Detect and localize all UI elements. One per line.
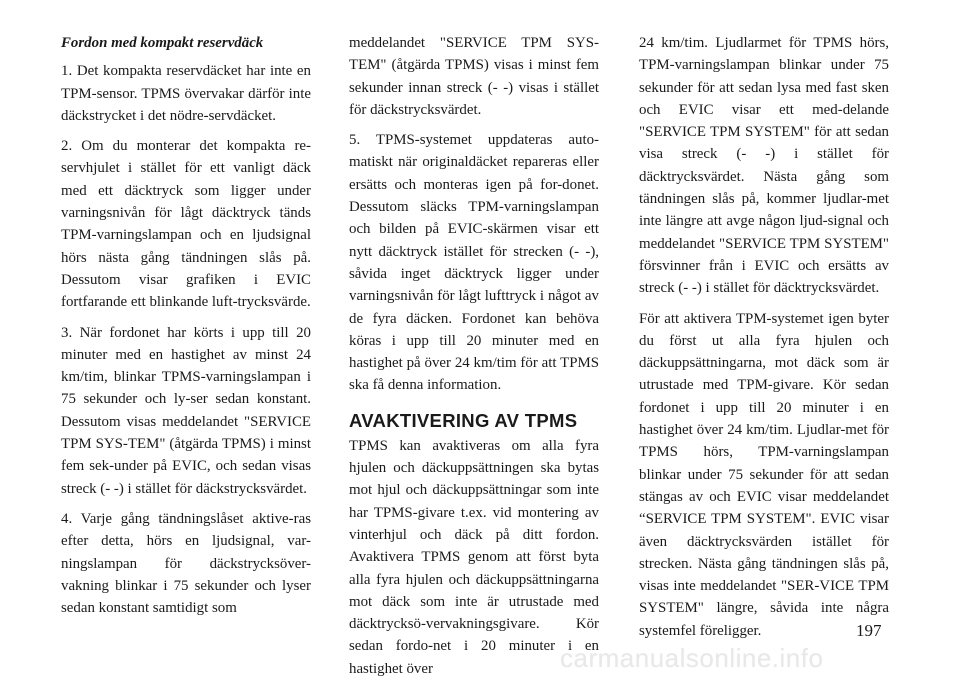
paragraph: TPMS kan avaktiveras om alla fyra hjulen och däckuppsättningen ska bytas mot hjul och däckuppsättningar som inte har TPMS-givare t.ex. vid montering av vinterhjul och däck på ditt fordon. Avaktivera TPMS genom att först byta alla fyra hjulen och däckuppsättningarna mot däck som inte är utrustade med däcktrycksö-vervakningsgivare. Kör sedan fordo-net i 20 minuter i en hastighet över	[349, 437, 599, 677]
column-1	[61, 32, 311, 627]
section-heading: AVAKTIVERING AV TPMS	[349, 409, 578, 431]
section-subheading: Fordon med kompakt reservdäck	[61, 35, 264, 51]
paragraph: 4. Varje gång tändningslåset aktive-ras efter detta, hörs en ljudsignal, var-ningslampan för däckstrycksöver-vakning blinkar i 75 sekunder och lyser sedan konstant samtidigt som	[61, 510, 311, 617]
paragraph: 3. När fordonet har körts i upp till 20 minuter med en hastighet av minst 24 km/tim, blinkar TPMS-varningslampan i 75 sekunder och ly-ser sedan konstant. Dessutom visas meddelandet "SERVICE TPM SYS-TEM" (åtgärda TPMS) i minst fem sek-under på EVIC, och sedan visas streck (- -) i stället för däckstrycksvärdet.	[61, 324, 311, 497]
page-number: 197	[856, 621, 882, 640]
paragraph: För att aktivera TPM-systemet igen byter du först ut alla fyra hjulen och däckuppsättningarna, mot däck som är utrustade med TPM-givare. Kör sedan fordonet i upp till 20 minuter i en hastighet över 24 km/tim. Ljudlar-met för TPMS hörs, TPM-varningslampan blinkar under 75 sekunder för att sedan stängas av och EVIC visar meddelandet “SERVICE TPM SYSTEM". EVIC visar även däcktrycksvärden istället för strecken. Nästa gång tändningen slås på, visas inte meddelandet "SER-VICE TPM SYSTEM" längre, såvida inte några systemfel föreligger.	[639, 310, 889, 639]
paragraph: 5. TPMS-systemet uppdateras auto-matiskt när originaldäcket repareras eller ersätts och monteras igen på for-donet. Dessutom släcks TPM-varningslampan och bilden på EVIC-skärmen visar ett nytt däcktryck istället för strecken (- -), såvida inget däcktryck ligger under varningsnivån för lågt lufttryck i något av de fyra däcken. Fordonet kan behöva köras i upp till 20 minuter med en hastighet på över 24 km/tim för att TPMS ska få denna information.	[349, 132, 599, 394]
paragraph: 1. Det kompakta reservdäcket har inte en TPM-sensor. TPMS övervakar därför inte däckstrycket i det nödre-servdäcket.	[61, 63, 311, 124]
paragraph: 24 km/tim. Ljudlarmet för TPMS hörs, TPM-varningslampan blinkar under 75 sekunder för att sedan lysa med fast sken och EVIC visar ett med-delande "SERVICE TPM SYSTEM" för att sedan visa streck (- -) i stället för däcktrycksvärdet. Nästa gång som tändningen slås på, kommer ljudlar-met inte längre att avge någon ljud-signal och meddelandet "SERVICE TPM SYSTEM" försvinner från i EVIC och ersätts av streck (- -) i stället för däcktrycksvärdet.	[639, 35, 889, 297]
column-3	[639, 35, 889, 650]
watermark-text: carmanualsonline.info	[560, 643, 824, 673]
paragraph: 2. Om du monterar det kompakta re-servhjulet i stället för ett vanligt däck med ett däcktryck som ligger under varningsnivån för lågt däcktryck tänds TPM-varningslampan och en ljudsignal hörs nästa gång tändningen slås på. Dessutom visar grafiken i EVIC fortfarande ett blinkande luft-trycksvärde.	[61, 138, 311, 311]
paragraph: meddelandet "SERVICE TPM SYS-TEM" (åtgärda TPMS) visas i minst fem sekunder innan streck (- -) visas i stället för däckstrycksvärdet.	[349, 35, 599, 118]
column-2	[349, 35, 599, 688]
